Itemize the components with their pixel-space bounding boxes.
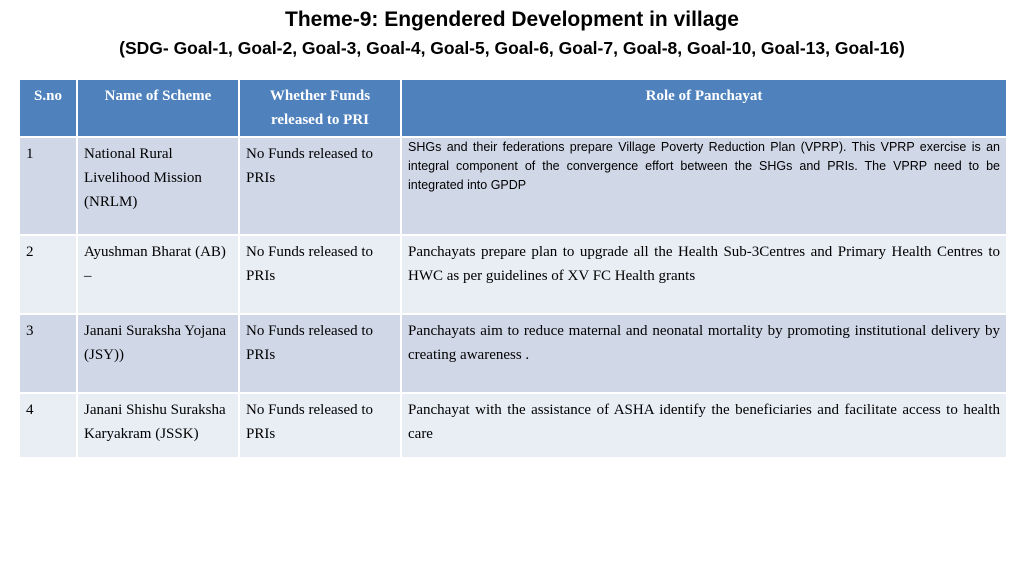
cell-scheme: Janani Suraksha Yojana (JSY)) bbox=[77, 314, 239, 393]
cell-funds: No Funds released to PRIs bbox=[239, 235, 401, 314]
column-header-funds: Whether Funds released to PRI bbox=[239, 79, 401, 137]
cell-scheme: National Rural Livelihood Mission (NRLM) bbox=[77, 137, 239, 235]
cell-role bbox=[401, 137, 1007, 235]
column-header-role: Role of Panchayat bbox=[401, 79, 1007, 137]
table-row bbox=[19, 137, 1007, 235]
scheme-table bbox=[18, 78, 1008, 459]
cell-funds: No Funds released to PRIs bbox=[239, 393, 401, 458]
cell-sno: 2 bbox=[19, 235, 77, 314]
table-row bbox=[19, 235, 1007, 314]
title-block bbox=[0, 6, 1024, 62]
cell-role: Panchayat with the assistance of ASHA identify the beneficiaries and facilitate access to health care bbox=[401, 393, 1007, 458]
column-header-sno: S.no bbox=[19, 79, 77, 137]
cell-scheme: Ayushman Bharat (AB) – bbox=[77, 235, 239, 314]
table-header-row bbox=[19, 79, 1007, 137]
cell-role: Panchayats aim to reduce maternal and neonatal mortality by promoting institutional delivery by creating awareness . bbox=[401, 314, 1007, 393]
cell-funds: No Funds released to PRIs bbox=[239, 314, 401, 393]
table-row bbox=[19, 393, 1007, 458]
page-subtitle: (SDG- Goal-1, Goal-2, Goal-3, Goal-4, Goal-5, Goal-6, Goal-7, Goal-8, Goal-10, Goal-13, Goal-16) bbox=[119, 38, 905, 58]
page-title: Theme-9: Engendered Development in village bbox=[285, 8, 739, 31]
column-header-scheme: Name of Scheme bbox=[77, 79, 239, 137]
cell-sno: 4 bbox=[19, 393, 77, 458]
cell-sno: 3 bbox=[19, 314, 77, 393]
table-row bbox=[19, 314, 1007, 393]
cell-funds: No Funds released to PRIs bbox=[239, 137, 401, 235]
cell-scheme: Janani Shishu Suraksha Karyakram (JSSK) bbox=[77, 393, 239, 458]
cell-sno: 1 bbox=[19, 137, 77, 235]
cell-role-text: SHGs and their federations prepare Village Poverty Reduction Plan (VPRP). This VPRP exercise is an integral component of the convergence effort between the SHGs and PRIs. The VPRP need to be integrated into GPDP bbox=[408, 140, 1000, 192]
cell-role: Panchayats prepare plan to upgrade all the Health Sub-3Centres and Primary Health Centres to HWC as per guidelines of XV FC Health grants bbox=[401, 235, 1007, 314]
